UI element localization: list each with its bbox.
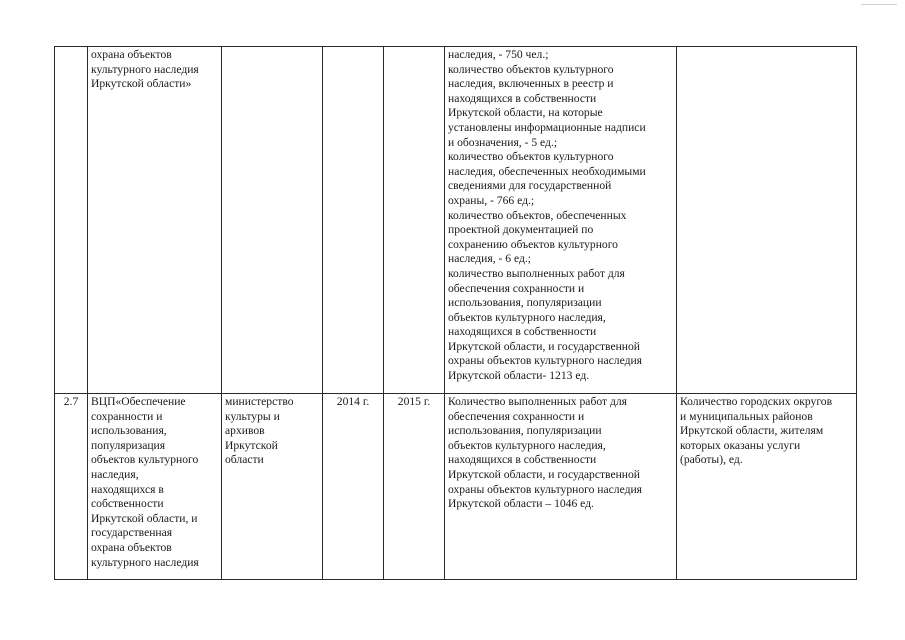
text-line: Количество выполненных работ для (448, 395, 627, 408)
text-line: объектов культурного наследия, (448, 310, 606, 324)
text-line: охраны объектов культурного наследия (448, 354, 643, 368)
program-name-cell (88, 394, 222, 580)
text-line: сведениями для государственной (448, 179, 612, 193)
text-line: количество выполненных работ для (448, 266, 625, 280)
text-line: наследия, - 750 чел.; (448, 48, 549, 61)
text-line: (работы), ед. (680, 453, 743, 467)
text-line: культуры и (225, 409, 280, 423)
end-year-cell (384, 394, 445, 580)
text-line: Иркутской (225, 438, 278, 452)
text-line: Иркутской области, на которые (448, 106, 603, 120)
text-line: использования, популяризации (448, 424, 602, 438)
text-line: Иркутской области, и государственной (448, 339, 641, 353)
text-line: которых оказаны услуги (680, 438, 801, 452)
indicators-cell (445, 394, 677, 580)
indicators-cell (445, 47, 677, 394)
text-line: наследия, - 6 ед.; (448, 252, 531, 266)
text-line: наследия, включенных в реестр и (448, 77, 614, 91)
text-line: использования, (91, 424, 167, 438)
text-line: Иркутской области – 1046 ед. (448, 497, 594, 511)
text-line: Иркутской области, и государственной (448, 467, 641, 481)
start-year-cell (323, 394, 384, 580)
table-row (55, 394, 857, 580)
text-line: Иркутской области- 1213 ед. (448, 369, 590, 383)
text-line: охрана объектов (91, 540, 172, 554)
text-line: и обозначения, - 5 ед.; (448, 135, 558, 149)
start-year-cell (323, 47, 384, 394)
text-line: обеспечения сохранности и (448, 409, 585, 423)
text-line: и муниципальных районов (680, 409, 813, 423)
text-line: проектной документацией по (448, 223, 594, 237)
table-row (55, 47, 857, 394)
text-line: количество объектов культурного (448, 62, 614, 76)
scan-corner-mark (861, 4, 897, 5)
text-line: популяризация (91, 438, 166, 452)
text-line: государственная (91, 526, 173, 540)
text-line: сохранности и (91, 409, 163, 423)
text-line: культурного наследия (91, 62, 199, 76)
row-number-cell (55, 47, 88, 394)
text-line: находящихся в собственности (448, 91, 597, 105)
text-line: объектов культурного (91, 453, 199, 467)
executor-cell (222, 47, 323, 394)
services-cell (677, 47, 857, 394)
text-line: Иркутской области» (91, 77, 192, 91)
text-line: Иркутской области, и (91, 511, 198, 525)
text-line: Иркутской области, жителям (680, 424, 824, 438)
text-line: находящихся в (91, 482, 164, 496)
row-number-cell (55, 394, 88, 580)
text-line: ВЦП«Обеспечение (91, 395, 186, 408)
text-line: охраны, - 766 ед.; (448, 193, 535, 207)
program-table (54, 46, 857, 580)
text-line: Количество городских округов (680, 395, 833, 408)
text-line: области (225, 453, 264, 467)
text-line: количество объектов, обеспеченных (448, 208, 627, 222)
row-number: 2.7 (63, 395, 79, 408)
text-line: наследия, обеспеченных необходимыми (448, 164, 646, 178)
text-line: количество объектов культурного (448, 150, 614, 164)
text-line: охраны объектов культурного наследия (448, 482, 643, 496)
start-year: 2014 г. (336, 395, 370, 408)
text-line: объектов культурного наследия, (448, 438, 606, 452)
text-line: установлены информационные надписи (448, 120, 646, 134)
end-year: 2015 г. (397, 395, 431, 408)
text-line: архивов (225, 424, 265, 438)
text-line: обеспечения сохранности и (448, 281, 585, 295)
text-line: сохранению объектов культурного (448, 237, 618, 251)
services-cell (677, 394, 857, 580)
executor-cell (222, 394, 323, 580)
text-line: использования, популяризации (448, 296, 602, 310)
text-line: собственности (91, 497, 164, 511)
program-name-cell (88, 47, 222, 394)
text-line: наследия, (91, 467, 139, 481)
text-line: находящихся в собственности (448, 453, 597, 467)
text-line: культурного наследия (91, 555, 199, 569)
text-line: охрана объектов (91, 48, 172, 61)
end-year-cell (384, 47, 445, 394)
text-line: министерство (225, 395, 294, 408)
text-line: находящихся в собственности (448, 325, 597, 339)
